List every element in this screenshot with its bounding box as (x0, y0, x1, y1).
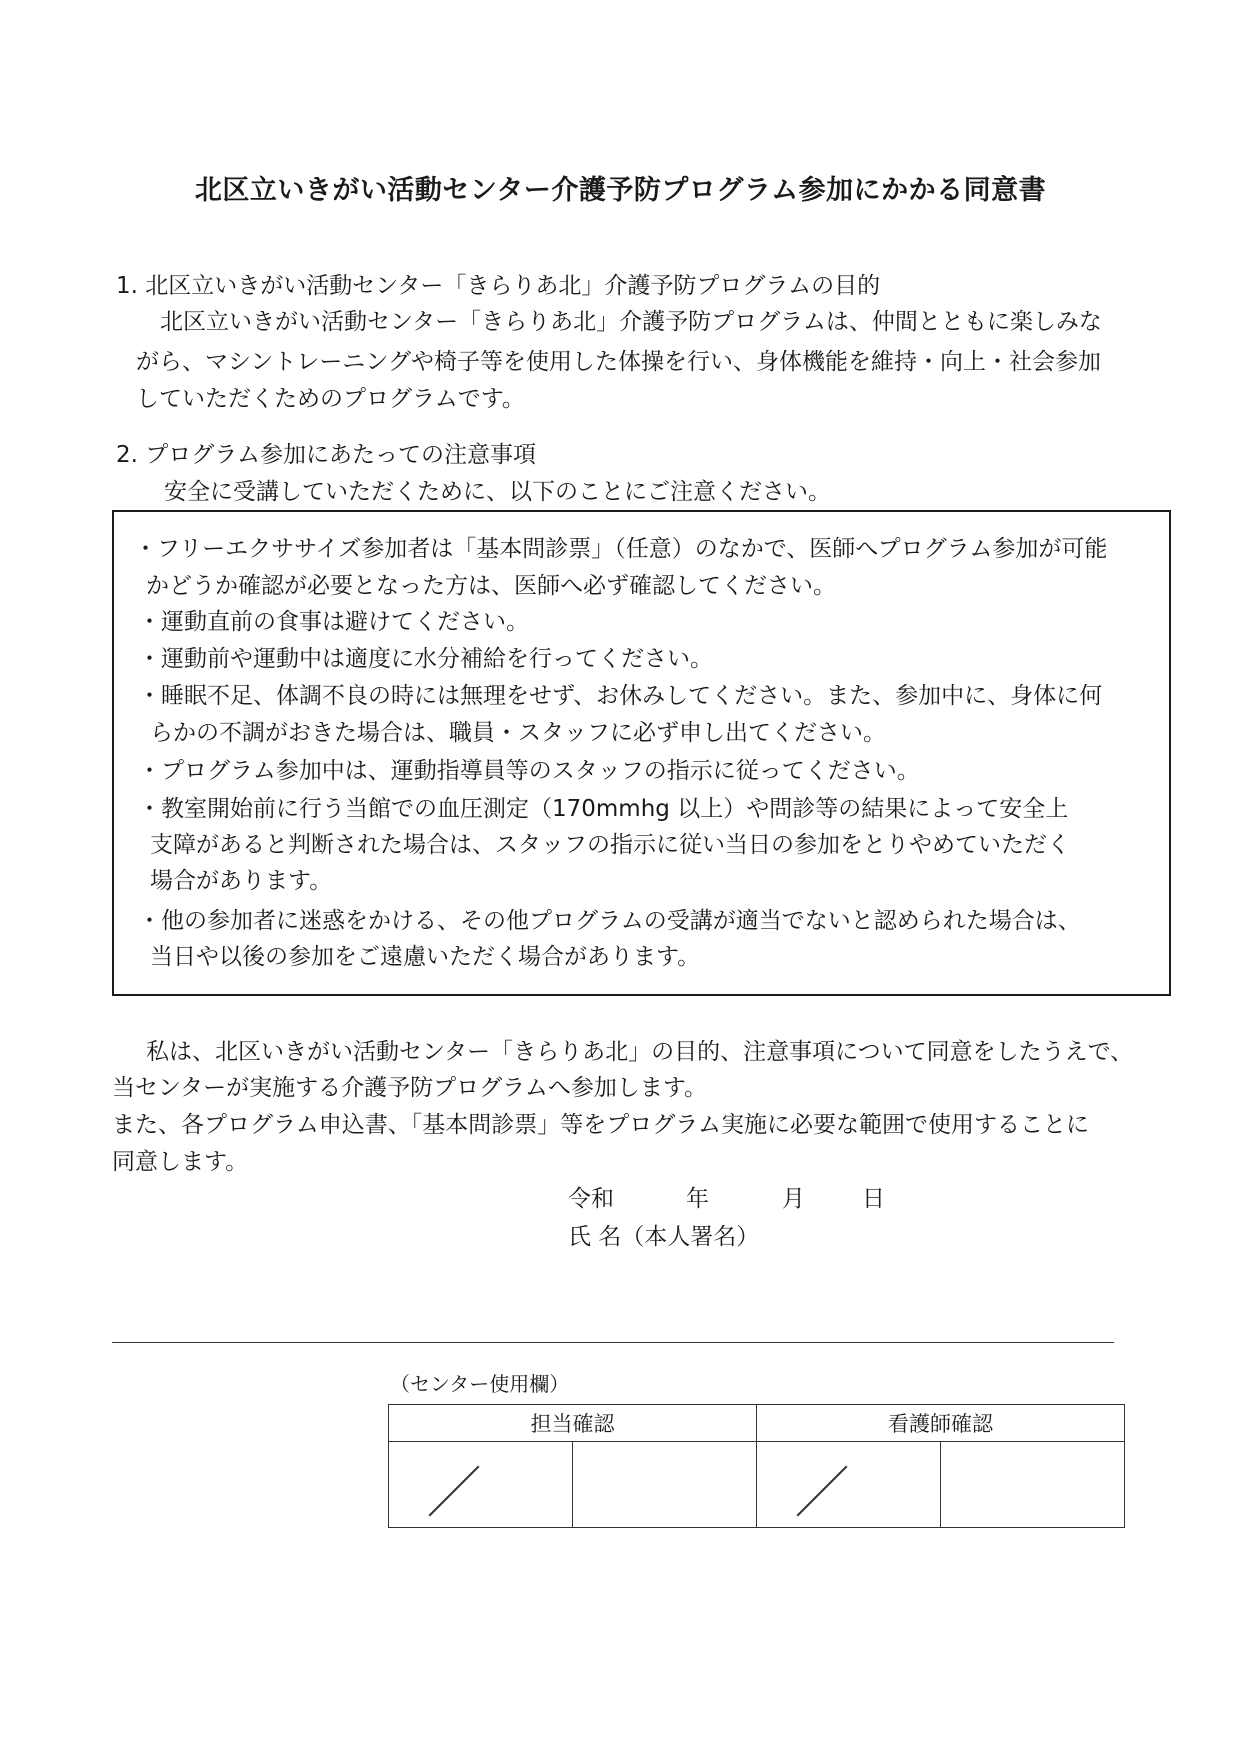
section1-heading: 1. 北区立いきがい活動センター「きらりあ北」介護予防プログラムの目的 (116, 273, 881, 299)
staff-check-date-cell (389, 1442, 573, 1528)
notice-item: ・フリーエクササイズ参加者は「基本問診票」（任意）のなかで、医師へプログラム参加が可能 (134, 536, 1108, 562)
nurse-check-header: 看護師確認 (757, 1405, 1125, 1442)
consent-line: 同意します。 (112, 1149, 249, 1175)
section2-heading: 2. プログラム参加にあたっての注意事項 (116, 442, 537, 468)
center-use-table (388, 1404, 1125, 1528)
notice-item: 場合があります。 (150, 868, 333, 894)
signature-name-label: 氏 名（本人署名） (568, 1224, 760, 1250)
notice-item: 支障があると判断された場合は、スタッフの指示に従い当日の参加をとりやめていただく (150, 832, 1070, 858)
notice-item: らかの不調がおきた場合は、職員・スタッフに必ず申し出てください。 (150, 720, 886, 746)
notice-item: ・他の参加者に迷惑をかける、その他プログラムの受講が適当でないと認められた場合は、 (138, 908, 1081, 934)
date-month: 月 (782, 1186, 805, 1212)
section1-line: 北区立いきがい活動センター「きらりあ北」介護予防プログラムは、仲間とともに楽しみな (160, 309, 1102, 335)
consent-line: また、各プログラム申込書、「基本問診票」等をプログラム実施に必要な範囲で使用することに (112, 1112, 1090, 1138)
nurse-check-date-cell (757, 1442, 941, 1528)
notice-item: ・運動直前の食事は避けてください。 (138, 609, 529, 635)
staff-check-header: 担当確認 (389, 1405, 757, 1442)
separator-line (112, 1342, 1114, 1343)
slash-mark (429, 1466, 480, 1517)
nurse-check-sign-cell (941, 1442, 1125, 1528)
staff-check-sign-cell (573, 1442, 757, 1528)
section2-intro: 安全に受講していただくために、以下のことにご注意ください。 (164, 479, 831, 505)
date-era: 令和 (568, 1186, 614, 1212)
notice-item: 当日や以後の参加をご遠慮いただく場合があります。 (150, 944, 701, 970)
notice-item: ・教室開始前に行う当館での血圧測定（170mmhg 以上）や問診等の結果によって安全上 (138, 796, 1069, 822)
date-year: 年 (686, 1186, 709, 1212)
slash-mark (797, 1466, 848, 1517)
consent-line: 当センターが実施する介護予防プログラムへ参加します。 (112, 1075, 708, 1101)
notice-item: ・睡眠不足、体調不良の時には無理をせず、お休みしてください。また、参加中に、身体に何 (138, 683, 1103, 709)
center-use-caption: （センター使用欄） (390, 1372, 570, 1396)
consent-line: 私は、北区いきがい活動センター「きらりあ北」の目的、注意事項について同意をしたうえで、 (146, 1039, 1134, 1065)
notice-item: かどうか確認が必要となった方は、医師へ必ず確認してください。 (146, 573, 836, 599)
notice-item: ・運動前や運動中は適度に水分補給を行ってください。 (138, 646, 713, 672)
section1-line: していただくためのプログラムです。 (136, 386, 525, 412)
notice-item: ・プログラム参加中は、運動指導員等のスタッフの指示に従ってください。 (138, 758, 920, 784)
document-title: 北区立いきがい活動センター介護予防プログラム参加にかかる同意書 (194, 175, 1047, 206)
date-day: 日 (862, 1186, 885, 1212)
section1-line: がら、マシントレーニングや椅子等を使用した体操を行い、身体機能を維持・向上・社会参加 (136, 349, 1101, 375)
